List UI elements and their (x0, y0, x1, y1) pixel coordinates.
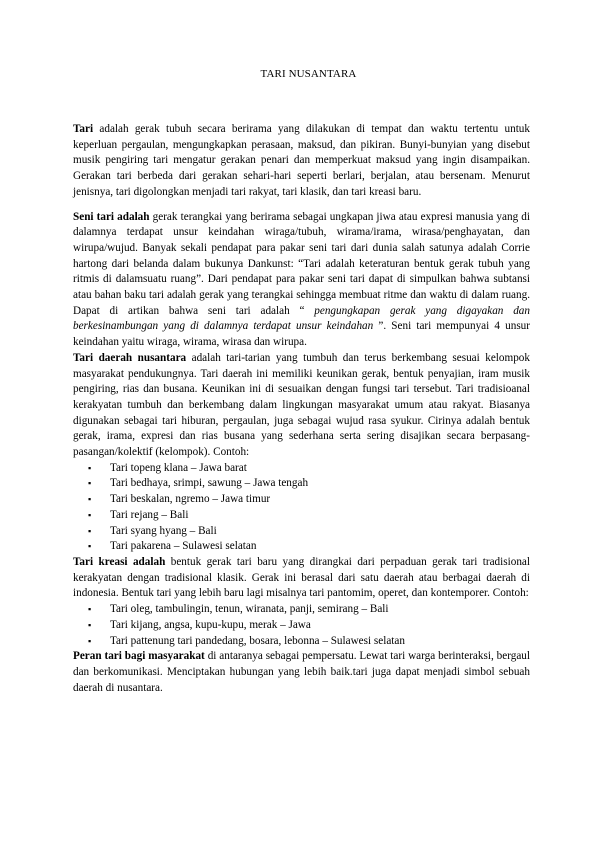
bullet-icon: ▪ (88, 635, 92, 646)
paragraph-tari-kreasi (73, 555, 530, 602)
paragraph-tari (73, 122, 530, 201)
list-item: ▪ Tari beskalan, ngremo – Jawa timur (88, 492, 530, 508)
bullet-icon: ▪ (88, 462, 92, 473)
paragraph-seni-tari (73, 210, 530, 351)
bullet-icon: ▪ (88, 541, 92, 552)
list-tari-kreasi (73, 602, 530, 649)
term-tari-daerah: Tari daerah nusantara (73, 351, 187, 364)
list-item: ▪ Tari topeng klana – Jawa barat (88, 461, 530, 477)
list-item: ▪ Tari bedhaya, srimpi, sawung – Jawa tengah (88, 476, 530, 492)
list-item: ▪ Tari syang hyang – Bali (88, 524, 530, 540)
list-tari-daerah (73, 461, 530, 555)
paragraph-tari-kreasi-body: bentuk gerak tari baru yang dirangkai dari perpaduan gerak tari tradisional kerakyatan dengan tradisional klasik. Gerak ini berasal dari satu daerah atau berbagai daerah di indonesia. Bentuk tari yang lebih baru lagi misalnya tari pantomim, operet, dan kontemporer. Contoh: (73, 555, 530, 600)
bullet-icon: ▪ (88, 478, 92, 489)
list-item: ▪ Tari oleg, tambulingin, tenun, wiranata, panji, semirang – Bali (88, 602, 530, 618)
bullet-icon: ▪ (88, 619, 92, 630)
bullet-icon: ▪ (88, 509, 92, 520)
paragraph-peran-tari (73, 649, 530, 696)
paragraph-tari-daerah (73, 351, 530, 461)
paragraph-tari-daerah-body: adalah tari-tarian yang tumbuh dan terus berkembang sesuai kelompok masyarakat pendukungnya. Tari daerah ini memiliki keunikan gerak, bentuk penyajian, iram musik pengiring, rias dan busana. Keunikan ini di sesuaikan dengan fungsi tari tersebut. Tari tradisioanal kerakyatan tumbuh dan berkembang dalam lingkungan masyarakat umum atau rakyat. Biasanya digunakan sebagai tari hiburan, pergaulan, juga sebagai wujud rasa syukur. Cirinya adalah bentuk gerak, irama, expresi dan rias busana yang sederhana serta sering disajikan secara berpasang-pasangan/kolektif (kelompok). Contoh: (73, 351, 530, 459)
list-item: ▪ Tari pattenung tari pandedang, bosara, lebonna – Sulawesi selatan (88, 634, 530, 650)
paragraph-seni-tari-tail: ”. Seni tari mempunyai 4 unsur keindahan yaitu wiraga, wirama, wirasa dan wirupa. (73, 320, 530, 349)
paragraph-peran-tari-body: di antaranya sebagai pempersatu. Lewat tari warga berinteraksi, bergaul dan berkomunikasi. Menciptakan hubungan yang lebih baik.tari juga dapat menjadi simbol sebuah daerah di nusantara. (73, 650, 530, 694)
bullet-icon: ▪ (88, 525, 92, 536)
paragraph-seni-tari-body: gerak terangkai yang berirama sebagai ungkapan jiwa atau expresi manusia yang di dalamnya terdapat unsur keindahan wiraga/tubuh, wirama/irama, wirasa/penghayatan, dan wirupa/wujud. Banyak sekali pendapat para pakar seni tari dari dunia salah satunya adalah Corrie hartong dari belanda dalam bukunya Dankunst: “Tari adalah keteraturan bentuk gerak tubuh yang ritmis di dalamsuatu ruang”. Dari pendapat para pakar seni tari dapat di simpulkan bahwa subtansi atau bahan baku tari adalah gerak yang terangkai sehingga membuat ritme dan waktu di dalam ruang. Dapat di artikan bahwa seni tari adalah “ (73, 210, 531, 317)
list-item: ▪ Tari pakarena – Sulawesi selatan (88, 539, 530, 555)
page-title: TARI NUSANTARA (260, 68, 357, 80)
quote-definition: pengungkapan gerak yang digayakan dan berkesinambungan yang di dalamnya terdapat unsur keindahan (73, 304, 530, 333)
term-peran-tari: Peran tari bagi masyarakat (73, 650, 205, 663)
paragraph-tari-body: adalah gerak tubuh secara berirama yang dilakukan di tempat dan waktu tertentu untuk keperluan pergaulan, mengungkapkan perasaan, maksud, dan pikiran. Bunyi-bunyian yang disebut musik pengiring tari mengatur gerakan penari dan memperkuat maksud yang ingin disampaikan. Gerakan tari berbeda dari gerakan sehari-hari seperti berlari, berjalan, atau bersenam. Menurut jenisnya, tari digolongkan menjadi tari rakyat, tari klasik, dan tari kreasi baru. (73, 123, 530, 198)
term-tari-kreasi: Tari kreasi adalah (73, 555, 166, 568)
term-seni-tari: Seni tari adalah (73, 210, 150, 223)
bullet-icon: ▪ (88, 494, 92, 505)
list-item: ▪ Tari rejang – Bali (88, 508, 530, 524)
term-tari: Tari (73, 123, 94, 135)
bullet-icon: ▪ (88, 604, 92, 615)
list-item: ▪ Tari kijang, angsa, kupu-kupu, merak – Jawa (88, 618, 530, 634)
